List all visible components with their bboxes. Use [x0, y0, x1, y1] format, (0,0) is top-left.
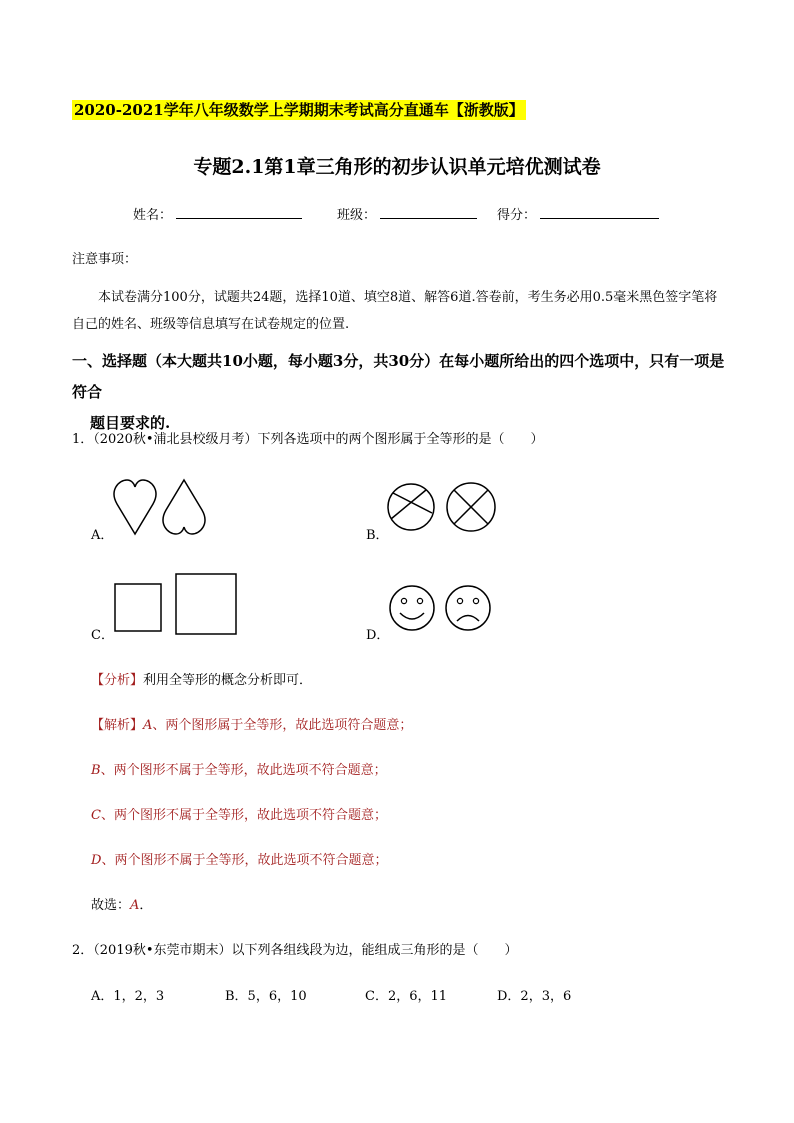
solution-letter-c: C: [91, 808, 101, 823]
score-label: 得分：: [497, 208, 537, 223]
solution-letter-b: B: [91, 763, 101, 778]
q1-option-c-label: C．: [91, 628, 114, 643]
name-label: 姓名：: [133, 208, 173, 223]
name-field[interactable]: [176, 204, 302, 219]
solution-text-b: 、两个图形不属于全等形，故此选项不符合题意；: [100, 763, 387, 778]
section-heading-line2: 题目要求的.: [90, 414, 171, 432]
inverted-heart-icon: [163, 480, 205, 534]
solution-letter-d: D: [91, 853, 102, 868]
large-square-icon: [176, 574, 236, 634]
q2-option-a: A．1，2，3: [91, 989, 165, 1004]
solution-letter-a: A: [143, 718, 153, 733]
notice-body: [72, 284, 722, 338]
analysis-tag: 【分析】: [91, 673, 144, 688]
section-heading: [72, 346, 727, 439]
smiley-face-icon: [390, 586, 434, 630]
analysis-text: 利用全等形的概念分析即可．: [143, 673, 313, 688]
header-tag: 2020-2021学年八年级数学上学期期末考试高分直通车【浙教版】: [74, 101, 524, 119]
solution-tag: 【解析】: [91, 718, 144, 733]
circle-with-skew-cross-icon: [388, 484, 434, 530]
solution-text-c: 、两个图形不属于全等形，故此选项不符合题意；: [100, 808, 387, 823]
q1-solution-c: [91, 804, 387, 823]
q1-option-d-label: D．: [366, 628, 390, 643]
q1-option-d-figure: [387, 584, 495, 634]
q1-option-c-figure: [113, 571, 239, 637]
answer-suffix: ．: [139, 898, 153, 913]
answer-prefix: 故选：: [91, 898, 131, 913]
q2-option-b: B．5，6，10: [225, 989, 307, 1004]
q1-solution-a: [91, 714, 412, 733]
question-1-stem: 1．（2020秋•浦北县校级月考）下列各选项中的两个图形属于全等形的是（ ）: [72, 432, 544, 447]
q2-option-c: C．2，6，11: [365, 989, 448, 1004]
q1-option-a-label: A．: [91, 528, 114, 543]
notice-title: 注意事项：: [72, 252, 138, 267]
solution-text-d: 、两个图形不属于全等形，故此选项不符合题意；: [101, 853, 388, 868]
q2-option-d: D．2，3，6: [497, 989, 572, 1004]
question-2-stem: 2．（2019秋•东莞市期末）以下列各组线段为边，能组成三角形的是（ ）: [72, 943, 518, 958]
q1-answer: [91, 894, 152, 913]
section-heading-line1: 一、选择题（本大题共10小题，每小题3分，共30分）在每小题所给出的四个选项中，只有一项是符合: [72, 352, 725, 401]
q1-option-b-figure: [386, 482, 498, 532]
q1-option-a-figure: [112, 478, 212, 536]
class-field[interactable]: [380, 204, 477, 219]
sad-face-icon: [446, 586, 490, 630]
class-label: 班级：: [337, 208, 377, 223]
solution-text-a: 、两个图形属于全等形，故此选项符合题意；: [152, 718, 413, 733]
answer-letter: A: [130, 898, 140, 913]
circle-with-cross-icon: [447, 483, 495, 531]
notice-text: 本试卷满分100分，试题共24题，选择10道、填空8道、解答6道.答卷前，考生务必用0.5毫米黑色签字笔将自己的姓名、班级等信息填写在试卷规定的位置.: [72, 290, 718, 332]
q1-solution-b: [91, 759, 387, 778]
score-field[interactable]: [540, 204, 659, 219]
q1-option-b-label: B．: [366, 528, 389, 543]
q1-analysis: [91, 669, 312, 688]
heart-icon: [114, 480, 156, 534]
small-square-icon: [115, 584, 161, 631]
page-title: 专题2.1第1章三角形的初步认识单元培优测试卷: [193, 156, 601, 178]
q1-solution-d: [91, 849, 387, 868]
